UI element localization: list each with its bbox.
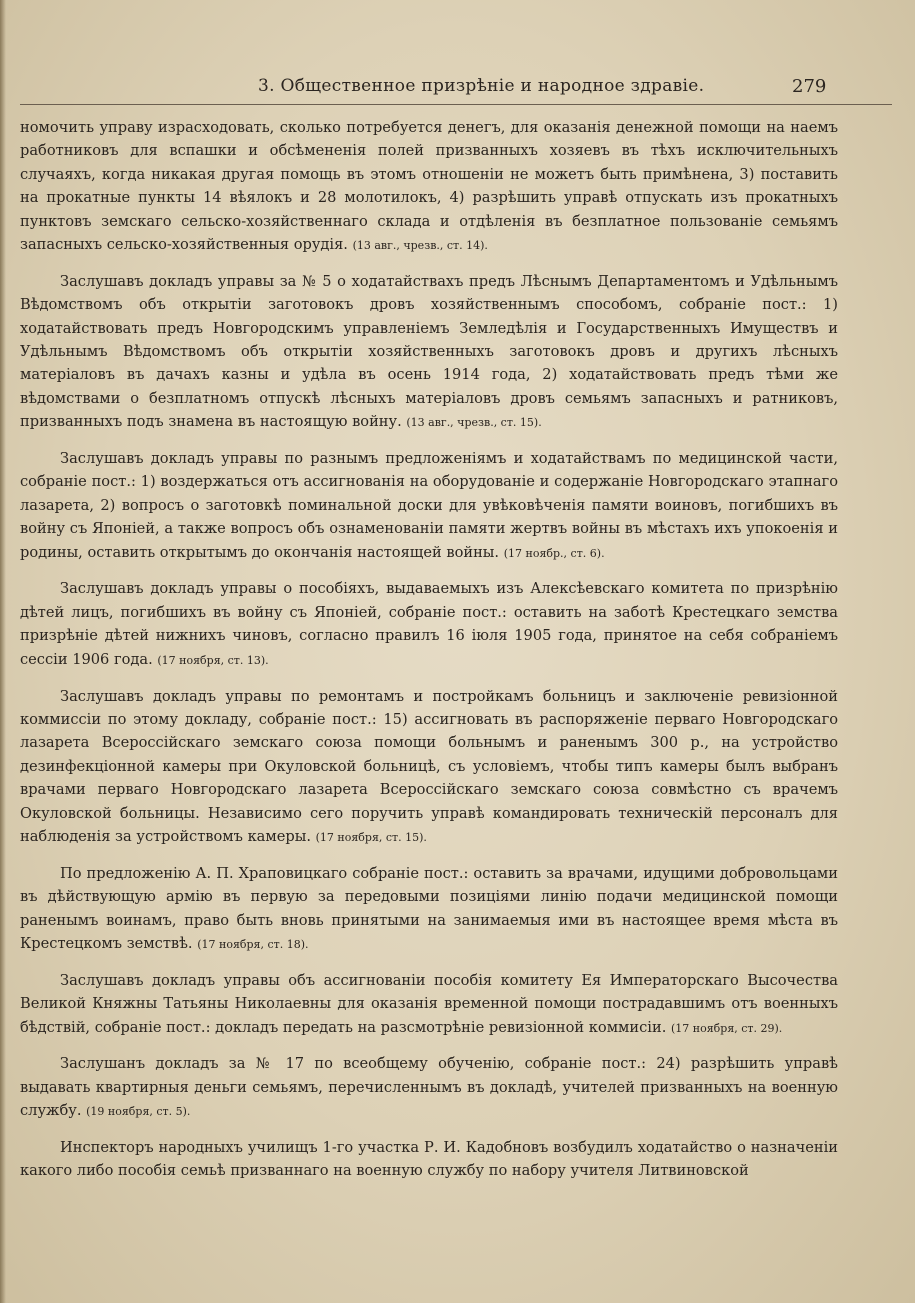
section-title: 3. Общественное призрѣніе и народное здравіе. bbox=[258, 76, 705, 96]
paragraph-text: Заслушавъ докладъ управы по ремонтамъ и постройкамъ больницъ и заключеніе ревизіонной коммиссіи по этому докладу, собраніе пост.: 15) ассигновать въ распоряженіе перваго Новгородскаго лазарета Всероссійскаго земскаго союза помощи больнымъ и раненымъ 300 р., на устройство дезинфекціонной камеры при Окуловской больницѣ, съ условіемъ, чтобы типъ камеры былъ выбранъ врачами перваго Новгородскаго лазарета Всероссійскаго земскаго союза совмѣстно съ врачемъ Окуловской больницы. Независимо сего поручить управѣ командировать техническій персоналъ для наблюденія за устройствомъ камеры. bbox=[20, 687, 838, 845]
paragraph bbox=[20, 969, 838, 1040]
citation-reference: (17 ноябр., ст. 6). bbox=[503, 546, 605, 560]
citation-reference: (17 ноября, ст. 13). bbox=[157, 653, 269, 667]
paragraph-text: Инспекторъ народныхъ училищъ 1-го участка Р. И. Кадобновъ возбудилъ ходатайство о назначеніи какого либо пособія семьѣ призваннаго на военную службу по набору учителя Литвиновской bbox=[20, 1138, 838, 1180]
paragraph-text: Заслушавъ докладъ управы за № 5 о ходатайствахъ предъ Лѣснымъ Департаментомъ и Удѣльнымъ Вѣдомствомъ объ открытіи заготовокъ дровъ хозяйственнымъ способомъ, собраніе пост.: 1) ходатайствовать предъ Новгородскимъ управленіемъ Земледѣлія и Государственныхъ Имуществъ и Удѣльнымъ Вѣдомствомъ объ открытіи хозяйственныхъ заготовокъ дровъ и другихъ лѣсныхъ матеріаловъ въ дачахъ казны и удѣла въ осень 1914 года, 2) ходатайствовать предъ тѣми же вѣдомствами о безплатномъ отпускѣ лѣсныхъ матеріаловъ дровъ семьямъ запасныхъ и ратниковъ, призванныхъ подъ знамена въ настоящую войну. bbox=[20, 272, 838, 431]
citation-reference: (17 ноября, ст. 18). bbox=[197, 937, 309, 951]
paragraph-text: Заслушавъ докладъ управы по разнымъ предложеніямъ и ходатайствамъ по медицинской части, собраніе пост.: 1) воздержаться отъ ассигнованія на оборудованіе и содержаніе Новгородскаго этапнаго лазарета, 2) вопросъ о заготовкѣ поминальной доски для увѣковѣченія памяти воиновъ, погибшихъ въ войну съ Японіей, а также вопросъ объ ознаменованіи памяти жертвъ войны въ мѣстахъ ихъ упокоенія и родины, оставить открытымъ до окончанія настоящей войны. bbox=[20, 450, 838, 561]
paragraph bbox=[20, 685, 838, 850]
page-number: 279 bbox=[792, 76, 827, 97]
citation-reference: (13 авг., чрезв., ст. 15). bbox=[406, 416, 542, 430]
paragraph bbox=[20, 447, 838, 565]
citation-reference: (17 ноября, ст. 15). bbox=[315, 830, 427, 844]
paragraph bbox=[20, 1136, 838, 1183]
paragraph bbox=[20, 116, 838, 257]
paragraph-text: Заслушавъ докладъ управы объ ассигнованіи пособія комитету Ея Императорскаго Высочества Великой Княжны Татьяны Николаевны для оказанія временной помощи пострадавшимъ отъ военныхъ бѣдствій, собраніе пост.: докладъ передать на разсмотрѣніе ревизіонной коммисіи. bbox=[20, 971, 838, 1036]
paragraph-text: Заслушанъ докладъ за № 17 по всеобщему обученію, собраніе пост.: 24) разрѣшить управѣ выдавать квартирныя деньги семьямъ, перечисленнымъ въ докладѣ, учителей призванныхъ на военную службу. bbox=[20, 1055, 838, 1120]
paragraph-text: номочить управу израсходовать, сколько потребуется денегъ, для оказанія денежной помощи на наемъ работниковъ для вспашки и обсѣмененія полей призванныхъ хозяевъ въ тѣхъ исключительныхъ случаяхъ, когда никакая другая помощь въ этомъ отношеніи не можетъ быть примѣнена, 3) поставить на прокатные пункты 14 вѣялокъ и 28 молотилокъ, 4) разрѣшить управѣ отпускать изъ прокатныхъ пунктовъ земскаго сельско-хозяйственнаго склада и отдѣленія въ безплатное пользованіе семьямъ запасныхъ сельско-хозяйственныя орудія. bbox=[20, 119, 838, 254]
paragraph-text: Заслушавъ докладъ управы о пособіяхъ, выдаваемыхъ изъ Алексѣевскаго комитета по призрѣнію дѣтей лицъ, погибшихъ въ войну съ Японіей, собраніе пост.: оставить на заботѣ Крестецкаго земства призрѣніе дѣтей нижнихъ чиновъ, согласно правилъ 16 іюля 1905 года, принятое на себя собраніемъ сессіи 1906 года. bbox=[20, 580, 838, 668]
paragraph-text: По предложенію А. П. Храповицкаго собраніе пост.: оставить за врачами, идущими добровольцами въ дѣйствующую армію въ первую за передовыми позиціями линію подачи медицинской помощи раненымъ воинамъ, право быть вновь принятыми на занимаемыя ими въ настоящее время мѣста въ Крестецкомъ земствѣ. bbox=[20, 864, 838, 952]
page-shadow-edge bbox=[0, 0, 6, 1303]
citation-reference: (17 ноября, ст. 29). bbox=[670, 1021, 783, 1035]
paragraph bbox=[20, 270, 838, 435]
citation-reference: (19 ноября, ст. 5). bbox=[86, 1105, 191, 1119]
paragraph bbox=[20, 862, 838, 957]
body-text bbox=[20, 116, 838, 1195]
citation-reference: (13 авг., чрезв., ст. 14). bbox=[352, 239, 488, 253]
page-header bbox=[0, 76, 915, 102]
paragraph bbox=[20, 577, 838, 672]
paragraph bbox=[20, 1052, 838, 1123]
header-divider bbox=[20, 104, 892, 105]
